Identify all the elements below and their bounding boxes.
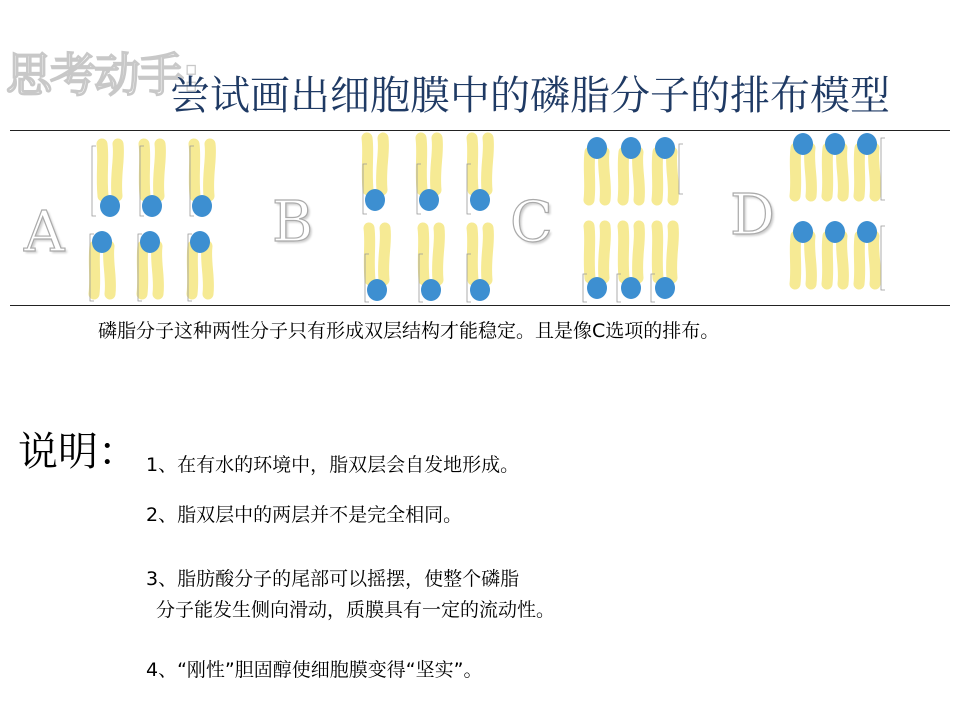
note-4: 4、“刚性”胆固醇使细胞膜变得“坚实”。 xyxy=(146,659,483,681)
phospholipid-molecule xyxy=(587,226,607,299)
phospholipid-molecule xyxy=(470,228,490,301)
phosphate-head xyxy=(142,195,162,217)
fatty-acid-tail xyxy=(367,138,368,190)
phospholipid-molecule xyxy=(470,138,490,211)
phospholipid-molecule xyxy=(100,144,120,217)
fatty-acid-tail xyxy=(472,138,473,190)
phospholipid-molecule xyxy=(621,137,641,200)
phospholipid-molecule xyxy=(655,226,675,299)
divider-bottom xyxy=(10,305,950,306)
fatty-acid-tail xyxy=(102,144,103,196)
phospholipid-molecule xyxy=(793,133,813,196)
phosphate-head xyxy=(192,195,212,217)
phosphate-head xyxy=(655,277,675,299)
fatty-acid-tail xyxy=(874,148,876,196)
option-b-label: B xyxy=(272,190,314,255)
note-3-line-1: 3、脂肪酸分子的尾部可以摇摆，使整个磷脂 xyxy=(146,568,520,590)
fatty-acid-tail xyxy=(207,246,209,294)
option-d-label: D xyxy=(730,183,775,248)
label-bracket xyxy=(92,146,96,216)
phospholipid-molecule xyxy=(190,231,210,294)
phosphate-head xyxy=(419,189,439,211)
phospholipid-molecule xyxy=(419,138,439,211)
fatty-acid-tail xyxy=(117,144,119,196)
fatty-acid-tail xyxy=(157,246,159,294)
option-a-diagram xyxy=(70,136,220,306)
fatty-acid-tail xyxy=(589,226,590,278)
fatty-acid-tail xyxy=(369,228,370,280)
fatty-acid-tail xyxy=(827,236,828,284)
fatty-acid-tail xyxy=(657,226,658,278)
phosphate-head xyxy=(470,189,490,211)
fatty-acid-tail xyxy=(672,152,674,200)
phospholipid-molecule xyxy=(367,228,387,301)
fatty-acid-tail xyxy=(438,228,440,280)
fatty-acid-tail xyxy=(384,228,386,280)
fatty-acid-tail xyxy=(604,226,606,278)
phosphate-head xyxy=(421,279,441,301)
fatty-acid-tail xyxy=(604,152,606,200)
note-2: 2、脂双层中的两层并不是完全相同。 xyxy=(146,504,463,526)
phosphate-head xyxy=(470,279,490,301)
option-a-label: A xyxy=(24,200,65,265)
phosphate-head xyxy=(857,221,877,243)
phosphate-head xyxy=(857,133,877,155)
notes-heading: 说明： xyxy=(18,429,138,475)
phospholipid-molecule xyxy=(192,144,212,217)
label-bracket xyxy=(679,144,683,194)
phospholipid-molecule xyxy=(857,133,877,196)
fatty-acid-tail xyxy=(487,228,489,280)
fatty-acid-tail xyxy=(421,138,422,190)
phospholipid-molecule xyxy=(793,221,813,284)
fatty-acid-tail xyxy=(623,152,624,200)
option-c-diagram xyxy=(575,134,695,306)
phospholipid-molecule xyxy=(857,221,877,284)
fatty-acid-tail xyxy=(159,144,161,196)
phospholipid-molecule xyxy=(140,231,160,294)
phosphate-head xyxy=(190,231,210,253)
fatty-acid-tail xyxy=(192,246,193,294)
answer-text: 磷脂分子这种两性分子只有形成双层结构才能稳定。且是像C选项的排布。 xyxy=(98,320,720,342)
fatty-acid-tail xyxy=(842,148,844,196)
phospholipid-molecule xyxy=(142,144,162,217)
phospholipid-molecule xyxy=(825,133,845,196)
phosphate-head xyxy=(92,231,112,253)
phospholipid-molecule xyxy=(421,228,441,301)
phosphate-head xyxy=(825,133,845,155)
fatty-acid-tail xyxy=(589,152,590,200)
phosphate-head xyxy=(793,221,813,243)
title-prefix: 思考动手: xyxy=(6,48,199,102)
fatty-acid-tail xyxy=(487,138,489,190)
fatty-acid-tail xyxy=(842,236,844,284)
fatty-acid-tail xyxy=(382,138,384,190)
label-bracket xyxy=(881,138,885,200)
phosphate-head xyxy=(587,277,607,299)
option-b-diagram xyxy=(345,134,495,304)
phosphate-head xyxy=(793,133,813,155)
phosphate-head xyxy=(621,137,641,159)
phospholipid-molecule xyxy=(365,138,385,211)
phosphate-head xyxy=(365,189,385,211)
fatty-acid-tail xyxy=(638,152,640,200)
fatty-acid-tail xyxy=(109,246,111,294)
label-bracket xyxy=(881,226,885,290)
fatty-acid-tail xyxy=(795,236,796,284)
phosphate-head xyxy=(825,221,845,243)
fatty-acid-tail xyxy=(436,138,438,190)
fatty-acid-tail xyxy=(194,144,195,196)
phospholipid-molecule xyxy=(655,137,675,200)
phospholipid-molecule xyxy=(825,221,845,284)
phosphate-head xyxy=(587,137,607,159)
fatty-acid-tail xyxy=(827,148,828,196)
fatty-acid-tail xyxy=(142,246,143,294)
phosphate-head xyxy=(140,231,160,253)
fatty-acid-tail xyxy=(874,236,876,284)
fatty-acid-tail xyxy=(638,226,640,278)
fatty-acid-tail xyxy=(209,144,211,196)
phosphate-head xyxy=(100,195,120,217)
fatty-acid-tail xyxy=(623,226,624,278)
phospholipid-molecule xyxy=(587,137,607,200)
phosphate-head xyxy=(621,277,641,299)
fatty-acid-tail xyxy=(144,144,145,196)
fatty-acid-tail xyxy=(810,236,812,284)
fatty-acid-tail xyxy=(472,228,473,280)
fatty-acid-tail xyxy=(859,236,860,284)
note-1: 1、在有水的环境中，脂双层会自发地形成。 xyxy=(146,454,520,476)
fatty-acid-tail xyxy=(94,246,95,294)
phospholipid-molecule xyxy=(621,226,641,299)
phospholipid-molecule xyxy=(92,231,112,294)
fatty-acid-tail xyxy=(795,148,796,196)
fatty-acid-tail xyxy=(859,148,860,196)
note-3-line-2: 分子能发生侧向滑动，质膜具有一定的流动性。 xyxy=(156,599,556,621)
fatty-acid-tail xyxy=(423,228,424,280)
option-d-diagram xyxy=(785,130,925,302)
fatty-acid-tail xyxy=(657,152,658,200)
fatty-acid-tail xyxy=(672,226,674,278)
phosphate-head xyxy=(655,137,675,159)
option-c-label: C xyxy=(510,190,553,255)
fatty-acid-tail xyxy=(810,148,812,196)
phosphate-head xyxy=(367,279,387,301)
slide-title: 尝试画出细胞膜中的磷脂分子的排布模型 xyxy=(170,73,890,119)
